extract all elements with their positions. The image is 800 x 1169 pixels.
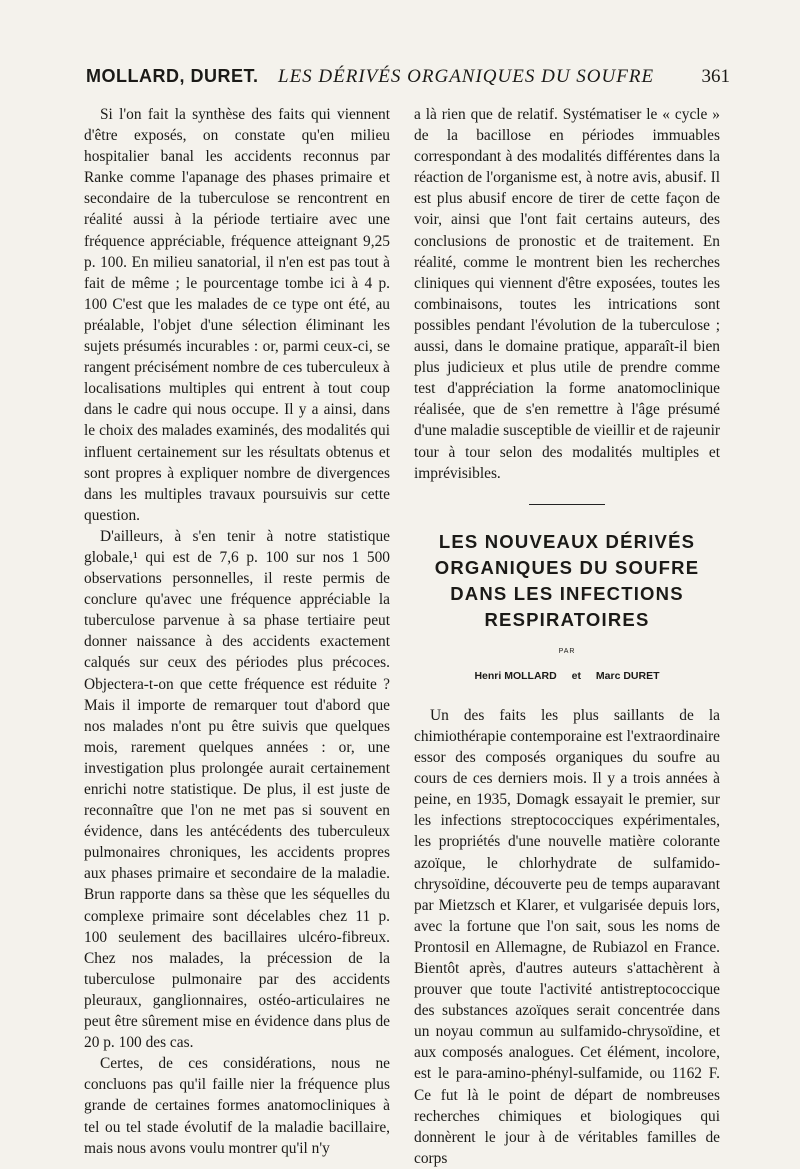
header-title: LES DÉRIVÉS ORGANIQUES DU SOUFRE xyxy=(278,66,655,87)
article-title-line: DANS LES INFECTIONS xyxy=(450,582,684,604)
article-title xyxy=(414,529,720,633)
paragraph: D'ailleurs, à s'en tenir à notre statistique globale,¹ qui est de 7,6 p. 100 sur nos 1 500 observations personnelles, il reste permis de conclure qu'avec une fréquence appréciable la tuberculose parvenue à sa phase tertiaire peut donner naissance à des accidents exactement calqués sur ceux des périodes plus précoces. Objectera-t-on que cette fréquence est réduite ? Mais il importe de remarquer tout d'abord que nos malades n'ont pu être suivis que quelques mois, rarement quelques années : or, une investigation plus prolongée aurait certainement enrichi notre statistique. De plus, il est juste de reconnaître que l'on ne met pas si souvent en évidence, dans les antécédents des tuberculeux pulmonaires chroniques, les accidents propres aux phases primaire et secondaire de la maladie. Brun rapporte dans sa thèse que les séquelles du complexe primaire sont décelables chez 11 p. 100 seulement des bacillaires ulcéro-fibreux. Chez nos malades, la précession de la tuberculose pulmonaire par des accidents pleuraux, ganglionnaires, ostéo-articulaires ne peut être sûrement mise en évidence dans plus de 20 p. 100 des cas. xyxy=(84,527,390,1052)
paragraph: Si l'on fait la synthèse des faits qui viennent d'être exposés, on constate qu'en milieu hospitalier banal les accidents reconnus par Ranke comme l'apanage des phases primaire et secondaire de la tuberculose se rencontrent en réalité aussi à la période tertiaire avec une fréquence appréciable, fréquence atteignant 9,25 p. 100. En milieu sanatorial, il n'en est pas tout à fait de même ; le pourcentage tombe ici à 4 p. 100 C'est que les malades de ce type ont été, au préalable, l'objet d'une sélection éliminant les sujets présumés incurables : or, parmi ceux-ci, se rangent précisément nombre de ces tuberculeux à localisations multiples qui entrent à tout coup dans le cadre qui nous occupe. Il y a ainsi, dans le choix des malades examinés, des modalités qui influent certainement sur les résultats obtenus et sont propres à expliquer nombre de divergences dans les multiples travaux poursuivis sur cette question. xyxy=(84,106,390,524)
section-divider xyxy=(529,504,605,505)
article-title-line: ORGANIQUES DU SOUFRE xyxy=(434,556,700,578)
header-authors: MOLLARD, DURET. xyxy=(86,66,259,86)
byline xyxy=(414,666,720,687)
left-column xyxy=(84,104,390,1159)
paragraph-continuation: a là rien que de relatif. Systématiser le « cycle » de la bacillose en périodes immuables correspondant à des modalités différentes dans la réaction de l'organisme est, à notre avis, abusif. Il est plus abusif encore de tirer de cette façon de voir, ainsi que l'ont fait certains auteurs, des conclusions de pronostic et de traitement. En réalité, comme le montrent bien les recherches cliniques qui viennent d'être exposées, toutes les combinaisons, toutes les intrications sont possibles pendant l'évolution de la tuberculose ; aussi, dans le domaine pratique, apparaît-il bien plus judicieux et plus utile de prendre comme test d'appréciation la forme anatomoclinique réalisée, que de s'en remettre à l'âge présumé d'une maladie susceptible de vieillir et de rajeunir tour à tour selon des modalités multiples et imprévisibles. xyxy=(414,106,720,482)
byline-conjunction: et xyxy=(571,669,581,682)
paragraph: Un des faits les plus saillants de la chimiothérapie contemporaine est l'extraordinaire essor des composés organiques du soufre au cours de ces derniers mois. Il y a trois années à peine, en 1935, Domagk essayait le premier, sur les infections streptococciques expérimentales, les propriétés d'une nouvelle matière colorante azoïque, le chlorhydrate de sulfamido-chrysoïdine, découverte peu de temps auparavant par Mietzsch et Klarer, et vulgarisée depuis lors, avec la fortune que l'on sait, sous les noms de Prontosil en Allemagne, de Rubiazol en France. Bientôt après, d'autres auteurs s'attachèrent à prouver que toute l'activité antistreptococcique des substances azoïques serait concentrée dans un noyau commun au sulfamido-chrysoïdine, et aux composés analogues. Cet élément, incolore, est le para-amino-phényl-sulfamide, ou 1162 F. Ce fut là le point de départ de nombreuses recherches chimiques et biologiques qui donnèrent le jour à de véritables familles de corps xyxy=(414,706,720,1167)
article-body xyxy=(414,705,720,1169)
article-title-line: RESPIRATOIRES xyxy=(484,608,650,630)
right-column xyxy=(414,104,720,1169)
page-number: 361 xyxy=(701,66,730,87)
paragraph: Certes, de ces considérations, nous ne concluons pas qu'il faille nier la fréquence plus grande de certaines formes anatomocliniques à tel ou tel stade évolutif de la maladie bacillaire, mais nous avons voulu montrer qu'il n'y xyxy=(84,1055,390,1157)
running-header xyxy=(86,66,730,98)
author-name: Henri MOLLARD xyxy=(474,669,557,682)
article-title-line: LES NOUVEAUX DÉRIVÉS xyxy=(438,530,696,552)
byline-par: PAR xyxy=(558,647,576,655)
author-name: Marc DURET xyxy=(595,669,660,682)
